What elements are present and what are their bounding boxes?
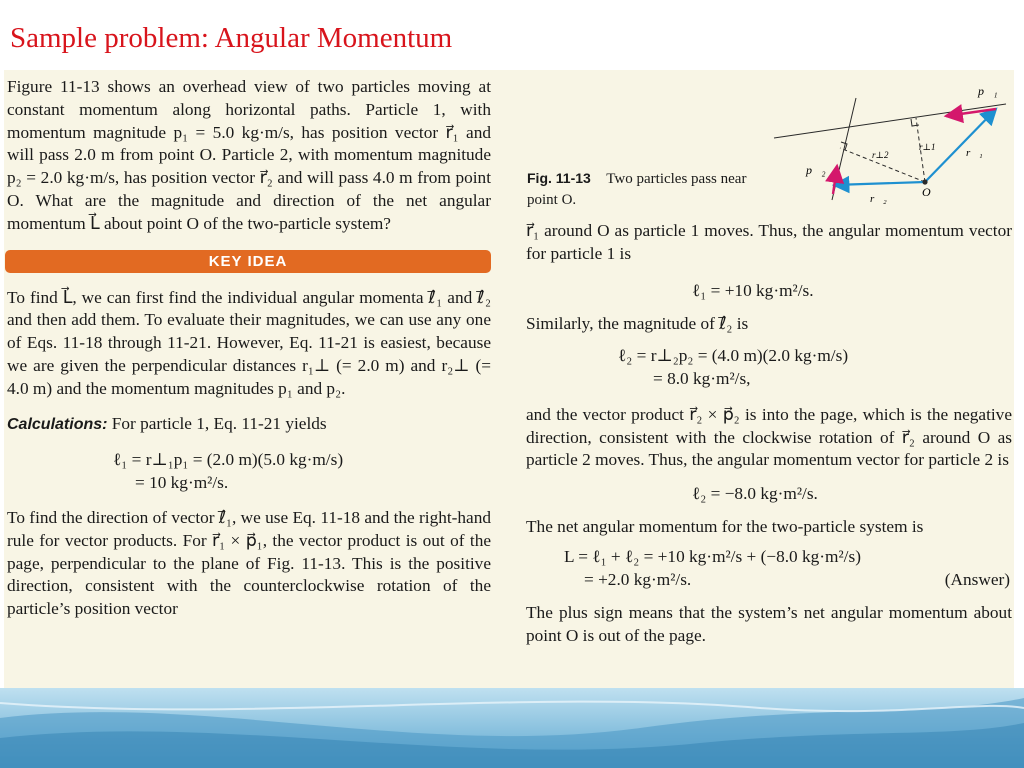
equation-net-line2	[526, 569, 1012, 592]
label-r1perp: r⊥1	[919, 142, 936, 152]
right-paragraph-3: and the vector product r⃗₂ × p⃗₂ is into the page, which is the negative direction, consistent with the clockwise rotation of r⃗₂ around O as particle 2 moves. Thus, the angular momentum vector for particle 2 is	[526, 404, 1012, 470]
label-r2: r⃗₂	[870, 193, 887, 205]
bottom-wave-decoration	[0, 688, 1024, 768]
calculations-heading: Calculations:	[7, 415, 108, 433]
figure-11-13	[770, 76, 1010, 216]
label-r1: r⃗₁	[966, 147, 983, 159]
right-paragraph-5: The plus sign means that the system’s net angular momentum about point O is out of the page.	[526, 603, 1012, 646]
direction-text: To find the direction of vector ℓ⃗₁, we use Eq. 11-18 and the right-hand rule for vector products. For r⃗₁ × p⃗₁, the vector product is out of the page, perpendicular to the plane of Fig. 11-13. This is the positive direction, consistent with the counterclockwise rotation of the particle’s position vector	[7, 507, 492, 619]
label-r2perp: r⊥2	[872, 150, 889, 160]
calculations-text: For particle 1, Eq. 11-21 yields	[111, 413, 327, 433]
figure-caption	[527, 168, 747, 211]
right-column	[526, 220, 1012, 648]
answer-label: (Answer)	[944, 569, 1010, 589]
right-paragraph-2: Similarly, the magnitude of ℓ⃗₂ is	[526, 314, 749, 334]
r1-vector-arrow	[925, 109, 996, 182]
label-o: O	[922, 185, 931, 199]
p1-vector-arrow	[946, 109, 996, 116]
equation-l1-line1: ℓ₁ = r⊥₁p₁ = (2.0 m)(5.0 kg·m/s)	[113, 450, 344, 470]
calculations-paragraph	[7, 413, 491, 437]
left-column	[7, 76, 491, 621]
right-paragraph-1: r⃗₁ around O as particle 1 moves. Thus, the angular momentum vector for particle 1 is	[526, 221, 1012, 263]
equation-net-value: = +2.0 kg·m²/s.	[584, 569, 692, 589]
key-idea-banner: KEY IDEA	[5, 250, 491, 273]
equation-l2-line2: = 8.0 kg·m²/s,	[653, 368, 751, 388]
equation-l1-line2: = 10 kg·m²/s.	[135, 473, 229, 493]
equation-l2-line1: ℓ₂ = r⊥₂p₂ = (4.0 m)(2.0 kg·m/s)	[618, 346, 849, 366]
r2-vector-arrow	[834, 182, 925, 185]
label-p2: p⃗₂	[806, 163, 826, 177]
right-paragraph-4: The net angular momentum for the two-particle system is	[526, 516, 924, 536]
right-angle-mark-1	[911, 119, 919, 126]
equation-l1-result: ℓ₁ = +10 kg·m²/s.	[692, 280, 814, 300]
equation-net-line1: L = ℓ₁ + ℓ₂ = +10 kg·m²/s + (−8.0 kg·m²/s)	[564, 546, 861, 566]
slide-title: Sample problem: Angular Momentum	[10, 22, 453, 54]
particle1-path-line	[774, 104, 1006, 138]
key-idea-text: To find L⃗, we can first find the individual angular momenta ℓ⃗₁ and ℓ⃗₂ and then add them. To evaluate their magnitudes, we can use any one of Eqs. 11-18 through 11-21. However, Eq. 11-21 is easiest, because we are given the perpendicular distances r₁⊥ (= 2.0 m) and r₂⊥ (= 4.0 m) and the momentum magnitudes p₁ and p₂.	[7, 287, 491, 398]
label-p1: p⃗₁	[978, 84, 998, 98]
equation-l2-result: ℓ₂ = −8.0 kg·m²/s.	[692, 484, 818, 504]
point-o-marker	[922, 179, 927, 184]
figure-label: Fig. 11-13	[527, 170, 591, 186]
problem-statement: Figure 11-13 shows an overhead view of two particles moving at constant momentum along horizontal paths. Particle 1, with momentum magnitude p₁ = 5.0 kg·m/s, has position vector r⃗₁ and will pass 2.0 m from point O. Particle 2, with momentum magnitude p₂ = 2.0 kg·m/s, has position vector r⃗₂ and will pass 4.0 m from point O. What are the magnitude and direction of the net angular momentum L⃗ about point O of the two-particle system?	[7, 77, 491, 233]
figure-caption-text: Two particles pass near point O.	[527, 171, 747, 208]
